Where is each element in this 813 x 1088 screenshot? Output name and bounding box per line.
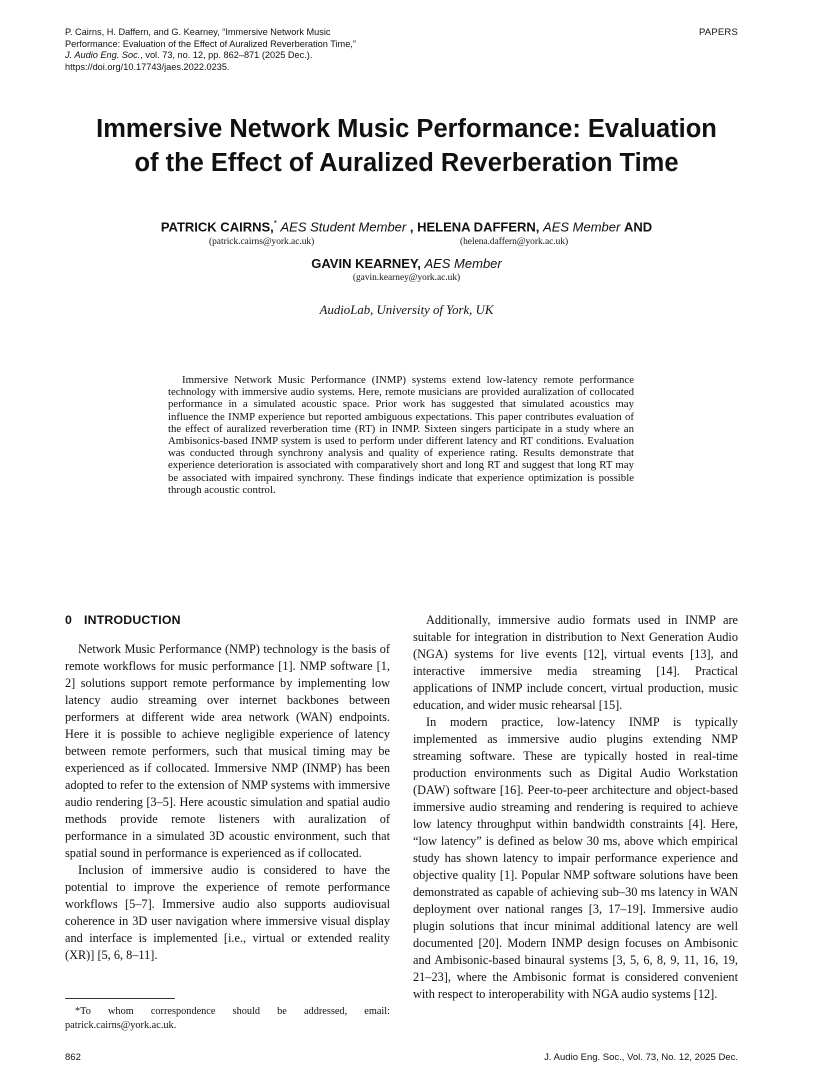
section-title: INTRODUCTION <box>84 613 181 627</box>
journal-footer: J. Audio Eng. Soc., Vol. 73, No. 12, 2025 Dec. <box>544 1052 738 1063</box>
author-and: AND <box>623 219 653 235</box>
paragraph: Network Music Performance (NMP) technology is the basis of remote workflows for music performance [1]. NMP software [1, 2] solutions support remote performance by implementing low latency audio streaming over internet backbones between performers at different wide area network (WAN) endpoints. Here it is possible to achieve negligible experience of latency between remote performers, such that musical timing may be experienced as if collocated. Immersive NMP (INMP) has been adopted to refer to the extension of NMP systems with immersive audio rendering [3–5]. Here acoustic simulation and spatial audio methods provide remote listeners with auralization of performance in a simulated 3D acoustic environment, such that spatial sound in performance is experienced as if collocated. <box>65 642 390 860</box>
citation-doi[interactable]: https://doi.org/10.17743/jaes.2022.0235. <box>65 61 230 72</box>
right-column <box>413 612 738 1003</box>
author-name: GAVIN KEARNEY, <box>311 256 421 271</box>
author-email: (gavin.kearney@york.ac.uk) <box>352 273 461 283</box>
page-number: 862 <box>65 1052 81 1063</box>
paragraph: In modern practice, low-latency INMP is typically implemented as immersive audio plugins extending NMP streaming software. These are typically hosted in real-time production environments such as Digital Audio Workstation (DAW) software [16]. Peer-to-peer architecture and object-based immersive audio streaming and rendering is required to achieve low latency throughput within bandwidth constraints [4]. Here, “low latency” is defined as below 30 ms, above which empirical study has shown latency to impair performance experience and objective quality [1]. Popular NMP software solutions have been demonstrated as capable of achieving sub–30 ms latency in WAN deployment over national ranges [3, 17–19]. Immersive audio plugin solutions that incur minimal additional latency are well documented [20]. Modern INMP design focuses on Ambisonic and Ambisonic-based binaural systems [3, 5, 6, 8, 9, 11, 16, 19, 21–23], where the Ambisonic format is considered convenient with respect to interoperability with NGA audio systems [12]. <box>413 715 738 1001</box>
section-number: 0 <box>65 613 73 627</box>
citation-line: Performance: Evaluation of the Effect of Auralized Reverberation Time,” <box>65 38 356 49</box>
citation-journal: J. Audio Eng. Soc. <box>65 50 141 61</box>
author-membership: AES Member <box>424 256 502 271</box>
author-line-1 <box>0 219 813 234</box>
citation-line <box>65 50 425 62</box>
footnote-rule <box>65 998 175 999</box>
section-heading <box>65 612 390 629</box>
section-tag: PAPERS <box>698 27 738 38</box>
paragraph: Additionally, immersive audio formats used in INMP are suitable for integration in distribution to Next Generation Audio (NGA) systems for live events [12], virtual events [13], and interactive immersive media streaming [14]. Practical applications of INMP include concert, virtual production, music education, and wider music rehearsal [15]. <box>413 613 738 712</box>
author-email: (helena.daffern@york.ac.uk) <box>460 237 569 247</box>
citation-volume: , vol. 73, no. 12, pp. 862–871 (2025 Dec.). <box>140 50 313 61</box>
paper-title <box>40 112 773 180</box>
left-column <box>65 612 390 964</box>
paragraph: Inclusion of immersive audio is considered to have the potential to improve the experience of remote performance workflows [5–7]. Immersive audio also supports audiovisual coherence in 3D user navigation where immersive visual display and interface is implemented [i.e., virtual or extended reality (XR)] [5, 6, 8–11]. <box>65 863 390 962</box>
citation-line: P. Cairns, H. Daffern, and G. Kearney, “Immersive Network Music <box>65 27 331 37</box>
footnote: *To whom correspondence should be addressed, email: patrick.cairns@york.ac.uk. <box>65 1006 390 1031</box>
citation-block <box>65 27 425 73</box>
abstract: Immersive Network Music Performance (INMP) systems extend low-latency remote performance technology with immersive audio systems. Here, remote musicians are provided auralization of collocated performance in a simulated acoustic space. Prior work has suggested that simulated acoustics may influence the INMP experience but reported ambiguous expectations. This paper contributes evaluation of the effect of auralized reverberation time (RT) in INMP. Sixteen singers participate in a study where an Ambisonics-based INMP system is used to perform under different latency and RT conditions. Evaluation was conducted through synchrony analysis and quality of experience rating. Results demonstrate that experience deterioration is associated with comparatively short and long RT and suggest that long RT may be associated with impaired synchrony. These findings indicate that experience optimization is possible through acoustic control. <box>168 374 634 496</box>
correspondence-mark: * <box>273 219 277 228</box>
affiliation: AudioLab, University of York, UK <box>319 303 494 317</box>
author-membership: AES Student Member <box>280 219 407 235</box>
title-line: of the Effect of Auralized Reverberation Time <box>134 149 679 177</box>
author-line-2 <box>0 256 813 271</box>
author-membership: AES Member <box>543 219 621 235</box>
title-line: Immersive Network Music Performance: Evaluation <box>96 115 717 143</box>
author-name: PATRICK CAIRNS, <box>160 219 274 235</box>
author-name: , HELENA DAFFERN, <box>409 219 540 235</box>
author-email: (patrick.cairns@york.ac.uk) <box>209 237 315 247</box>
